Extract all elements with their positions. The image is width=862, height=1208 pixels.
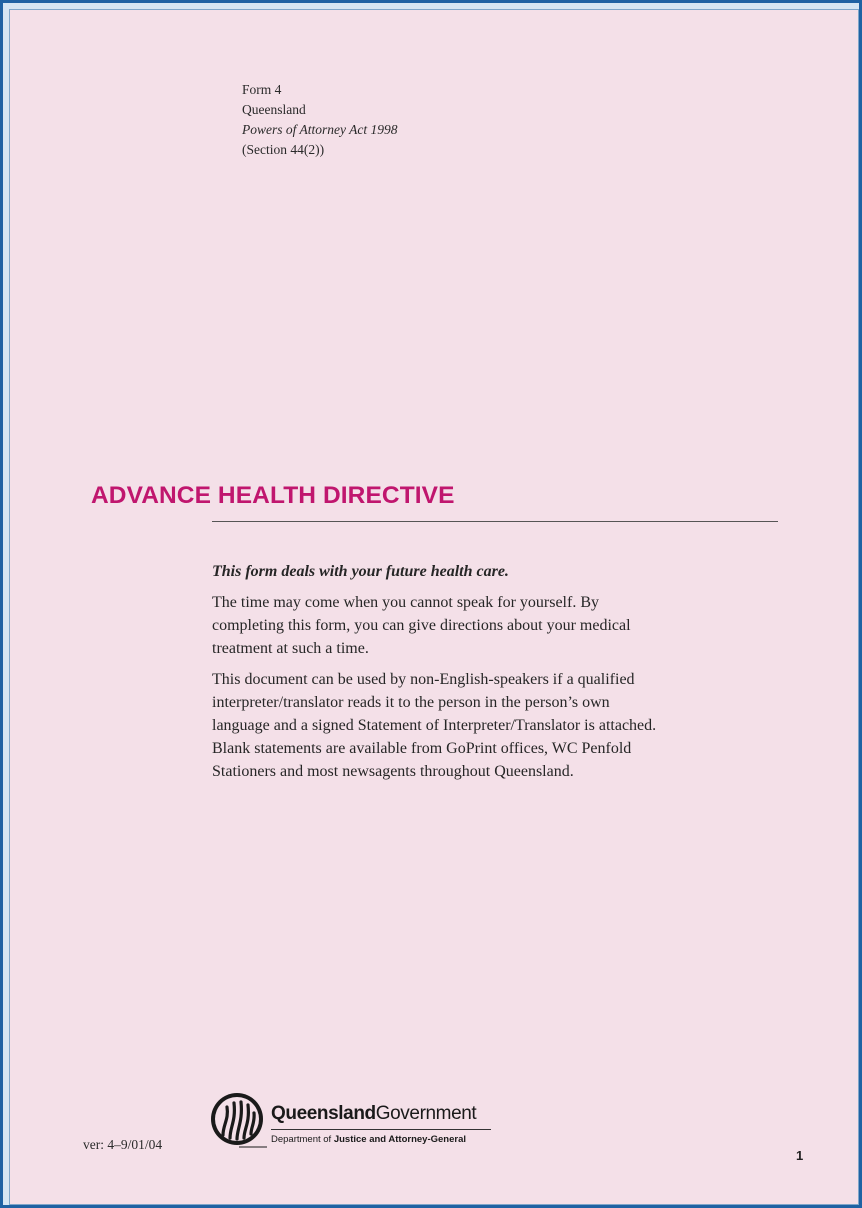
paragraph-line: completing this form, you can give directions about your medical [212,617,631,634]
paragraph-line: The time may come when you cannot speak for yourself. By [212,594,599,611]
page-number: 1 [796,1148,804,1163]
form-number: Form 4 [242,82,282,97]
intro-lead: This form deals with your future health care. [212,563,509,580]
section-reference: (Section 44(2)) [242,142,325,157]
logo-department [271,1134,466,1145]
logo-dept-bold: Justice and Attorney-General [333,1134,466,1145]
logo-dept-prefix: Department of [271,1134,334,1145]
logo-name-bold: Queensland [271,1103,376,1124]
title-divider [212,521,778,522]
intro-paragraph-2 [212,668,792,783]
intro-section [212,560,792,791]
form-metadata [242,80,398,160]
act-name: Powers of Attorney Act 1998 [242,122,398,137]
logo-wordmark [271,1103,476,1125]
jurisdiction: Queensland [242,102,306,117]
paragraph-line: treatment at such a time. [212,640,369,657]
paragraph-line: interpreter/translator reads it to the person in the person’s own [212,694,610,711]
logo-name-regular: Government [375,1103,477,1124]
paragraph-line: Blank statements are available from GoPrint offices, WC Penfold [212,740,632,757]
logo-divider [271,1129,491,1130]
intro-paragraph-1 [212,591,792,660]
document-page [9,9,859,1205]
queensland-government-logo [209,1091,499,1151]
version-label: ver: 4–9/01/04 [83,1137,163,1152]
document-title: ADVANCE HEALTH DIRECTIVE [91,482,455,509]
paragraph-line: This document can be used by non-English-speakers if a qualified [212,671,635,688]
queensland-seal-icon [209,1091,269,1149]
paragraph-line: Stationers and most newsagents throughout Queensland. [212,763,574,780]
paragraph-line: language and a signed Statement of Interpreter/Translator is attached. [212,717,657,734]
